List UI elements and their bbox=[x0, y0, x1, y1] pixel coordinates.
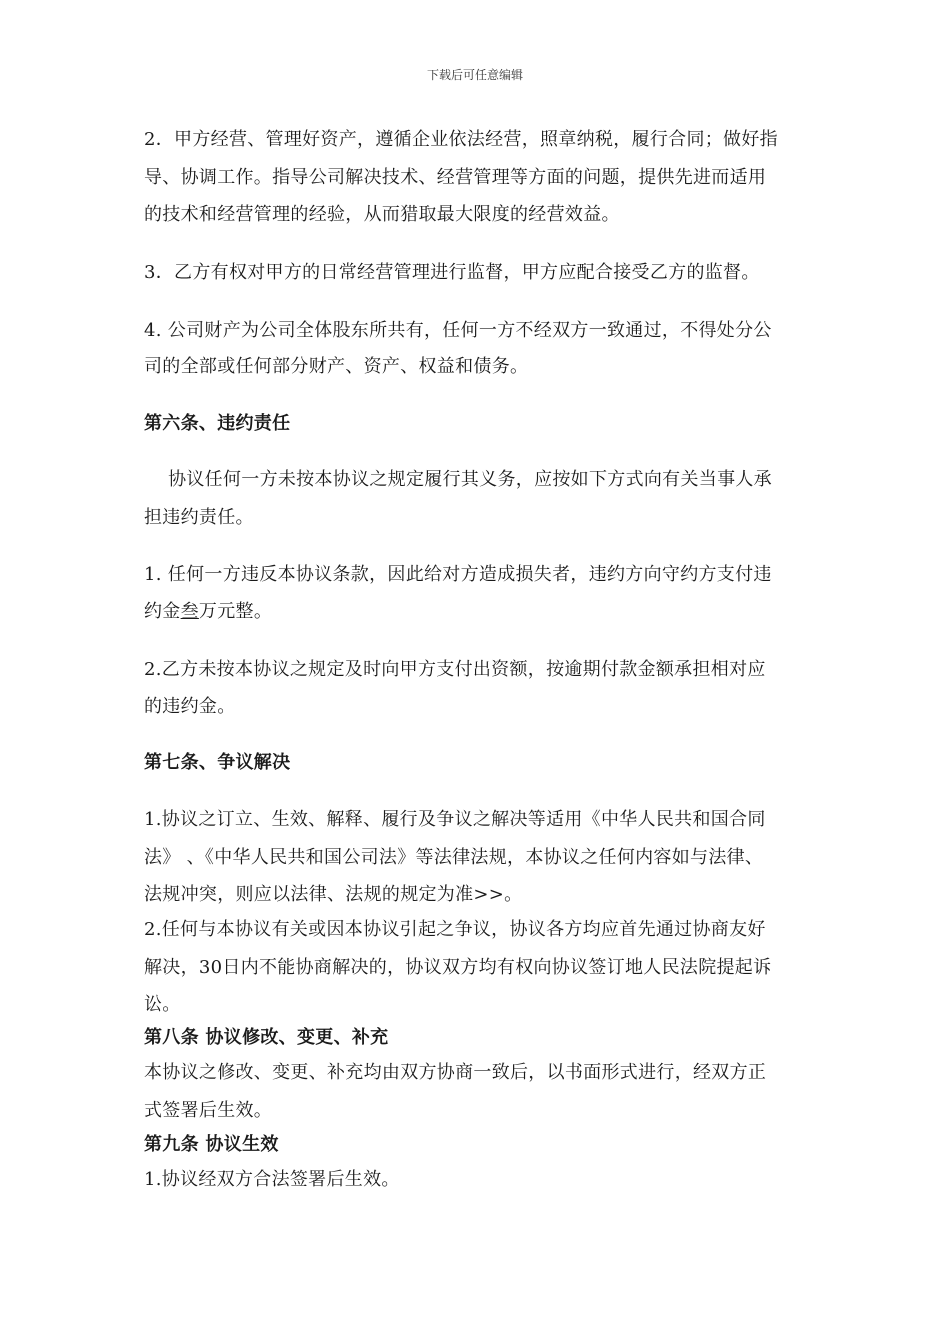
article-6-intro-line-1: 协议任何一方未按本协议之规定履行其义务，应按如下方式向有关当事人承 bbox=[144, 469, 772, 490]
clause-7-1-line-1: 1.协议之订立、生效、解释、履行及争议之解决等适用《中华人民共和国合同 bbox=[144, 809, 766, 830]
clause-9-1: 1.协议经双方合法签署后生效。 bbox=[144, 1169, 400, 1190]
article-8-text-line-2: 式签署后生效。 bbox=[144, 1100, 273, 1121]
article-6-heading: 第六条、违约责任 bbox=[144, 413, 291, 434]
page-header: 下载后可任意编辑 bbox=[426, 68, 523, 82]
clause-6-1-line-1: 1. 任何一方违反本协议条款，因此给对方造成损失者，违约方向守约方支付违 bbox=[144, 564, 772, 585]
clause-5-2-line-2: 导、协调工作。指导公司解决技术、经营管理等方面的问题，提供先进而适用 bbox=[144, 167, 767, 188]
clause-5-4-line-1: 4. 公司财产为公司全体股东所共有，任何一方不经双方一致通过，不得处分公 bbox=[144, 320, 772, 341]
clause-7-2-line-2: 解决，30日内不能协商解决的，协议双方均有权向协议签订地人民法院提起诉 bbox=[144, 957, 772, 978]
clause-5-4-line-2: 司的全部或任何部分财产、资产、权益和债务。 bbox=[144, 356, 529, 377]
article-7-heading: 第七条、争议解决 bbox=[144, 752, 291, 773]
clause-7-1-line-2: 法》 、《中华人民共和国公司法》等法律法规，本协议之任何内容如与法律、 bbox=[144, 847, 764, 868]
clause-5-3: 3．乙方有权对甲方的日常经营管理进行监督，甲方应配合接受乙方的监督。 bbox=[144, 262, 760, 283]
clause-6-1-line-2 bbox=[144, 597, 272, 623]
article-8-text-line-1: 本协议之修改、变更、补充均由双方协商一致后，以书面形式进行，经双方正 bbox=[144, 1062, 767, 1083]
article-8-heading: 第八条 协议修改、变更、补充 bbox=[144, 1027, 389, 1048]
clause-6-2-line-1: 2.乙方未按本协议之规定及时向甲方支付出资额，按逾期付款金额承担相对应 bbox=[144, 659, 766, 680]
penalty-amount: 叁 bbox=[180, 601, 199, 622]
clause-6-1-text-a: 约金 bbox=[144, 601, 181, 622]
clause-5-2-line-3: 的技术和经营管理的经验，从而猎取最大限度的经营效益。 bbox=[144, 204, 620, 225]
clause-7-2-line-3: 讼。 bbox=[144, 994, 181, 1015]
clause-7-2-line-1: 2.任何与本协议有关或因本协议引起之争议，协议各方均应首先通过协商友好 bbox=[144, 919, 766, 940]
article-9-heading: 第九条 协议生效 bbox=[144, 1134, 279, 1155]
article-6-intro-line-2: 担违约责任。 bbox=[144, 507, 254, 528]
clause-7-1-line-3: 法规冲突，则应以法律、法规的规定为准>>。 bbox=[144, 884, 523, 905]
clause-5-2-line-1: 2．甲方经营、管理好资产，遵循企业依法经营，照章纳税，履行合同；做好指 bbox=[144, 129, 778, 150]
clause-6-2-line-2: 的违约金。 bbox=[144, 696, 236, 717]
clause-6-1-text-b: 万元整。 bbox=[198, 601, 273, 622]
